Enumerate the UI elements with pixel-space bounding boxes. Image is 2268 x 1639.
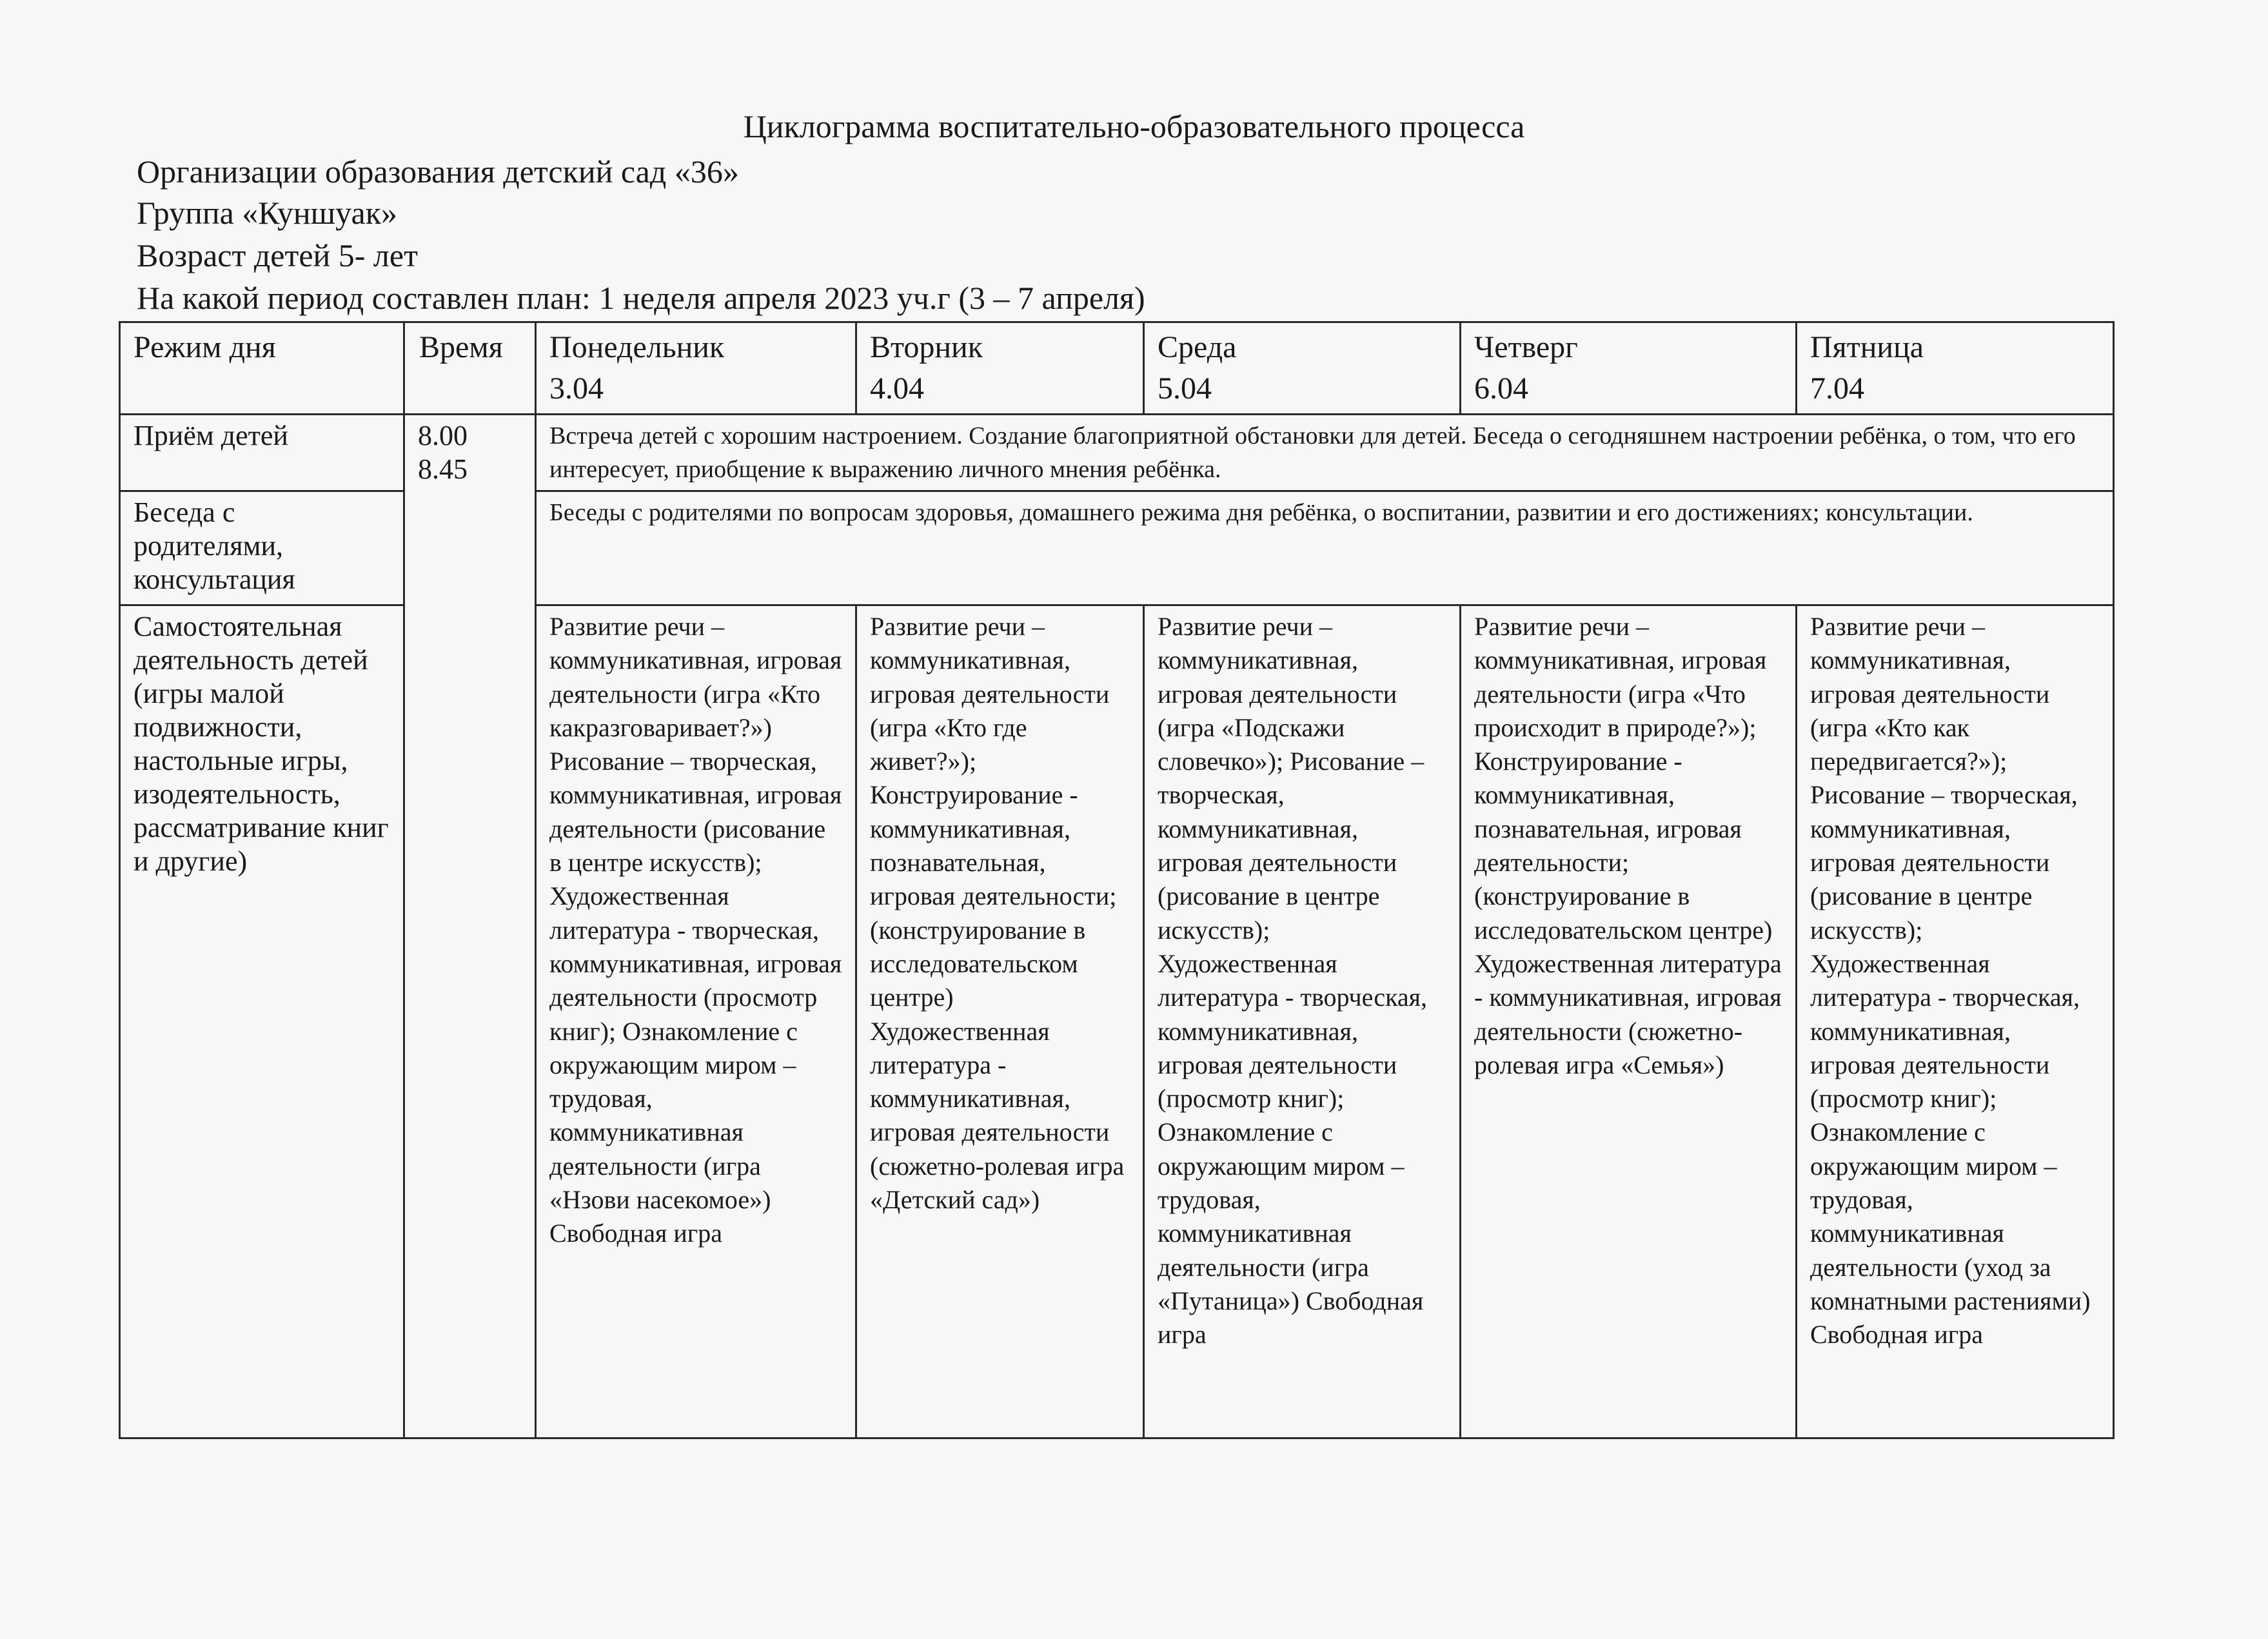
- day-date: 3.04: [549, 371, 604, 406]
- row-label-parents: Беседа с родителями, консультация: [120, 491, 404, 605]
- day-date: 6.04: [1474, 371, 1528, 406]
- activity-cell-thursday: Развитие речи – коммуникативная, игровая деятельности (игра «Что происходит в природе?»); Конструирование - коммуникативная, познавательная, игровая деятельности; (конструирование в исследовательском центре) Художественная литература - коммуникативная, игровая деятельности (сюжетно-ролевая игра «Семья»): [1461, 605, 1797, 1438]
- header-row: [120, 322, 2114, 415]
- group-line: Группа «Куншуак»: [137, 195, 397, 231]
- day-name: Среда: [1158, 330, 1237, 364]
- activity-cell-monday: Развитие речи – коммуникативная, игровая деятельности (игра «Кто какразговаривает?») Рисование – творческая, коммуникативная, игровая деятельности (рисование в центре искусств); Художественная литература - творческая, коммуникативная, игровая деятельности (просмотр книг); Ознакомление с окружающим миром – трудовая, коммуникативная деятельности (игра «Нзови насекомое») Свободная игра: [536, 605, 856, 1438]
- day-date: 5.04: [1158, 371, 1212, 406]
- activity-cell-friday: Развитие речи – коммуникативная, игровая деятельности (игра «Кто как передвигается?»); Рисование – творческая, коммуникативная, игровая деятельности (рисование в центре искусств); Художественная литература - творческая, коммуникативная, игровая деятельности (просмотр книг); Ознакомление с окружающим миром – трудовая, коммуникативная деятельности (уход за комнатными растениями) Свободная игра: [1797, 605, 2114, 1438]
- day-name: Понедельник: [549, 330, 725, 364]
- column-header-wednesday: [1144, 322, 1461, 415]
- day-name: Пятница: [1810, 330, 1924, 364]
- column-header-tuesday: [856, 322, 1144, 415]
- day-date: 4.04: [870, 371, 924, 406]
- time-cell: [404, 415, 536, 1438]
- organization-line: Организации образования детский сад «36»: [137, 153, 739, 190]
- column-header-friday: [1797, 322, 2114, 415]
- column-header-time: Время: [404, 322, 536, 415]
- row-label-reception: Приём детей: [120, 415, 404, 491]
- schedule-table: [119, 321, 2115, 1439]
- activity-cell-tuesday: Развитие речи – коммуникативная, игровая деятельности (игра «Кто где живет?»); Конструирование - коммуникативная, познавательная, игровая деятельности; (конструирование в исследовательском центре) Художественная литература - коммуникативная, игровая деятельности (сюжетно-ролевая игра «Детский сад»): [856, 605, 1144, 1438]
- time-end: 8.45: [418, 453, 468, 485]
- document-title: Циклограмма воспитательно-образовательного процесса: [743, 108, 1525, 144]
- column-header-thursday: [1461, 322, 1797, 415]
- reception-description: Встреча детей с хорошим настроением. Создание благоприятной обстановки для детей. Беседа о сегодняшнем настроении ребёнка, о том, что его интересует, приобщение к выражению личного мнения ребёнка.: [536, 415, 2114, 491]
- table-row-reception: [120, 415, 2114, 491]
- column-header-regime: Режим дня: [120, 322, 404, 415]
- column-header-monday: [536, 322, 856, 415]
- parents-description: Беседы с родителями по вопросам здоровья, домашнего режима дня ребёнка, о воспитании, развитии и его достижениях; консультации.: [536, 491, 2114, 605]
- day-name: Вторник: [870, 330, 983, 364]
- day-date: 7.04: [1810, 371, 1864, 406]
- activity-cell-wednesday: Развитие речи – коммуникативная, игровая деятельности (игра «Подскажи словечко»); Рисование – творческая, коммуникативная, игровая деятельности (рисование в центре искусств); Художественная литература - творческая, коммуникативная, игровая деятельности (просмотр книг); Ознакомление с окружающим миром – трудовая, коммуникативная деятельности (игра «Путаница») Свободная игра: [1144, 605, 1461, 1438]
- age-line: Возраст детей 5- лет: [137, 237, 418, 273]
- period-line: На какой период составлен план: 1 неделя апреля 2023 уч.г (3 – 7 апреля): [137, 280, 1145, 316]
- day-name: Четверг: [1474, 330, 1578, 364]
- row-label-independent-activity: Самостоятельная деятельность детей (игры малой подвижности, настольные игры, изодеятельность, рассматривание книг и другие): [120, 605, 404, 1438]
- time-start: 8.00: [418, 420, 468, 451]
